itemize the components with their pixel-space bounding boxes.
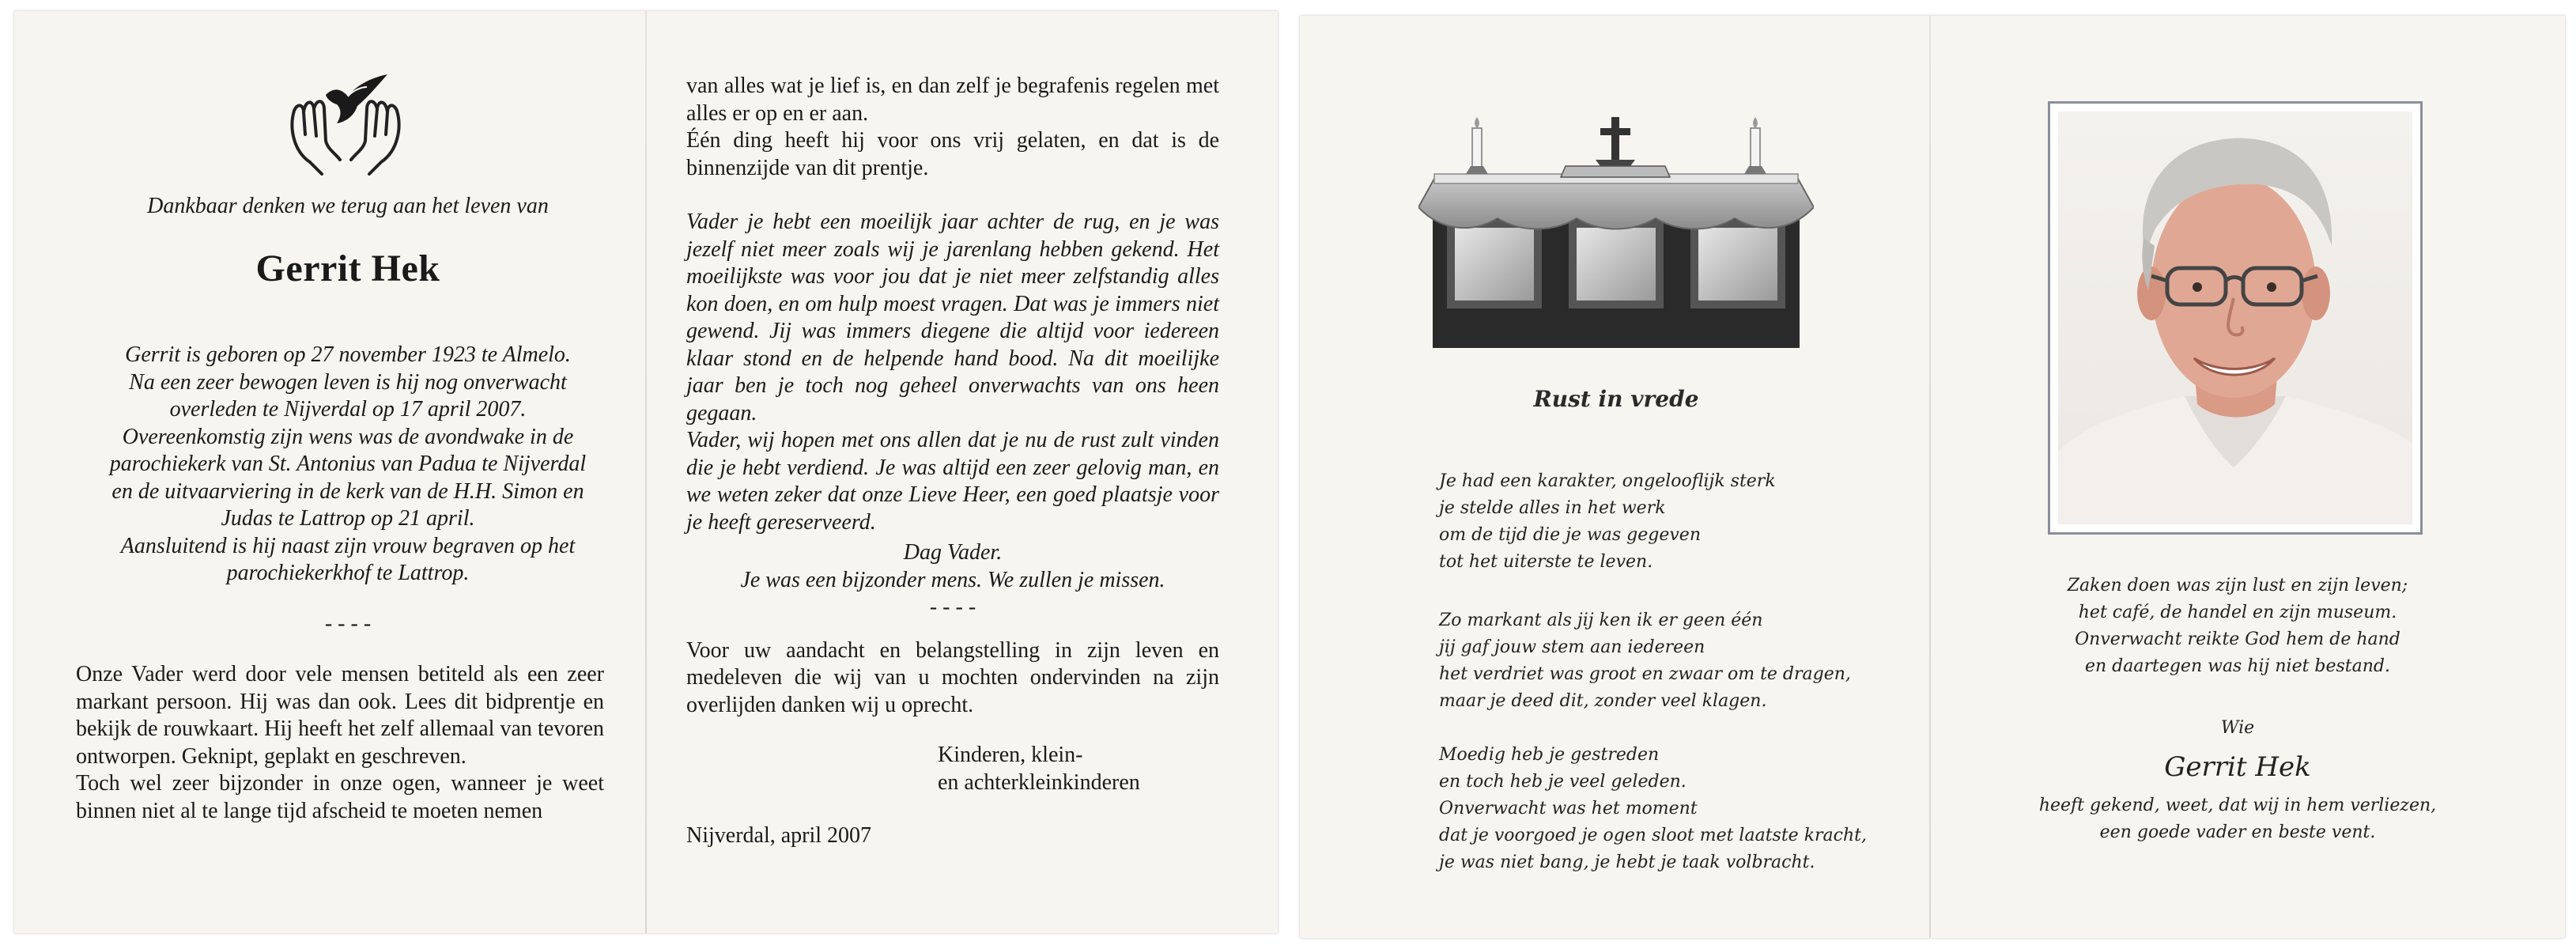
poem-line: dat je voorgoed je ogen sloot met laatste kracht, — [1439, 826, 1867, 845]
deceased-name: Gerrit Hek — [255, 248, 440, 289]
story-paragraph: Toch wel zeer bijzonder in onze ogen, wanneer je weet binnen niet al te lange tijd afscheid te moeten nemen — [76, 771, 604, 823]
poem-line: maar je deed dit, zonder veel klagen. — [1439, 691, 1767, 711]
verse-line: Zaken doen was zijn lust en zijn leven; — [2067, 576, 2408, 595]
verse-line: en daartegen was hij niet bestand. — [2084, 656, 2391, 676]
verse-line: het café, de handel en zijn museum. — [2078, 603, 2397, 622]
altar-icon — [1418, 114, 1814, 353]
bio-line: Aansluitend is hij naast zijn vrouw begraven op het — [120, 533, 576, 558]
rest-in-peace: Rust in vrede — [1533, 386, 1699, 412]
bio-line: Judas te Lattrop op 21 april. — [221, 506, 475, 531]
bio-line: en de uitvaarviering in de kerk van de H.H. Simon en — [111, 478, 584, 504]
bio-line: Gerrit is geboren op 27 november 1923 te Almelo. — [125, 342, 571, 367]
farewell-line: Je was een bijzonder mens. We zullen je missen. — [740, 567, 1165, 592]
intro-text: Dankbaar denken we terug aan het leven van — [147, 194, 549, 218]
continued-paragraph: van alles wat je lief is, en dan zelf je begrafenis regelen met alles er op en er aan. — [686, 74, 1219, 126]
poem-line: je stelde alles in het werk — [1439, 498, 1666, 518]
letter-paragraph: Vader je hebt een moeilijk jaar achter de rug, en je was jezelf niet meer zoals wij je jarenlang hebben gekend. Het moeilijkste was voor jou dat je niet meer zelfstandig alles kon doen, en om hulp moest vragen. Dat was je immers niet gewend. Jij was immers diegene die altijd voor iedereen klaar stond en de helpende hand bood. Na dit moeilijke jaar ben je toch nog geheel onverwachts van ons heen gegaan. — [686, 210, 1219, 425]
poem-line: je was niet bang, je hebt je taak volbracht. — [1439, 853, 1815, 872]
closing-line: een goede vader en beste vent. — [2099, 822, 2376, 842]
thanks-paragraph: Voor uw aandacht en belangstelling in zijn leven en medeleven die wij van u mochten ondervinden na zijn overlijden danken wij u oprecht. — [686, 637, 1219, 717]
continued-paragraph: Één ding heeft hij voor ons vrij gelaten, en dat is de binnenzijde van dit prentje. — [686, 128, 1219, 180]
portrait-illustration — [2058, 112, 2412, 524]
bio-line: parochiekerk van St. Antonius van Padua te Nijverdal — [109, 452, 587, 476]
signature-line: en achterkleinkinderen — [938, 769, 1140, 795]
hands-dove-icon — [278, 63, 413, 178]
verse-block — [1992, 573, 2483, 846]
signature-block — [938, 742, 1254, 796]
farewell-line: Dag Vader. — [903, 540, 1003, 565]
poem-line: tot het uiterste te leven. — [1439, 552, 1653, 572]
poem-line: Zo markant als jij ken ik er geen één — [1439, 611, 1763, 630]
story-paragraph: Onze Vader werd door vele mensen betiteld als een zeer markant persoon. Hij was dan ook. Lees dit bidprentje en bekijk de rouwkaart. Hij heeft het zelf allemaal van tevoren ontworpen. Geknipt, geplakt en geschreven. — [76, 662, 604, 769]
poem-line: en toch heb je veel geleden. — [1439, 772, 1686, 792]
bio-line: Na een zeer bewogen leven is hij nog onverwacht — [129, 369, 567, 395]
bio-line: parochiekerkhof te Lattrop. — [226, 561, 470, 585]
right-name: Gerrit Hek — [2164, 751, 2311, 783]
letter-paragraph: Vader, wij hopen met ons allen dat je nu de rust zult vinden die je hebt verdiend. Je was altijd een zeer gelovig man, en we weten zeker dat onze Lieve Heer, een goed plaatsje voor je heeft gereserveerd. — [686, 428, 1219, 535]
story-block — [76, 661, 604, 825]
place-date: Nijverdal, april 2007 — [686, 823, 872, 848]
bio-line: Overeenkomstig zijn wens was de avondwake in de — [122, 424, 574, 449]
portrait-photo — [2048, 101, 2423, 535]
poem-line: Je had een karakter, ongelooflijk sterk — [1439, 471, 1776, 491]
poem-block — [1439, 468, 1882, 876]
poem-line: jij gaf jouw stem aan iedereen — [1439, 637, 1705, 657]
poem-line: Moedig heb je gestreden — [1439, 745, 1660, 765]
wie-line: Wie — [2220, 718, 2255, 738]
signature-line: Kinderen, klein- — [938, 743, 1083, 767]
bio-block — [63, 342, 633, 588]
closing-line: heeft gekend, weet, dat wij in hem verliezen, — [2038, 796, 2437, 815]
poem-line: Onverwacht was het moment — [1439, 799, 1698, 819]
verse-line: Onverwacht reikte God hem de hand — [2075, 630, 2400, 649]
separator: - - - - — [929, 595, 976, 619]
continued-block — [686, 73, 1219, 719]
poem-line: om de tijd die je was gegeven — [1439, 525, 1701, 545]
poem-line: het verdriet was groot en zwaar om te dragen, — [1439, 664, 1851, 684]
separator: - - - - — [324, 611, 372, 636]
bio-line: overleden te Nijverdal op 17 april 2007. — [169, 397, 527, 422]
